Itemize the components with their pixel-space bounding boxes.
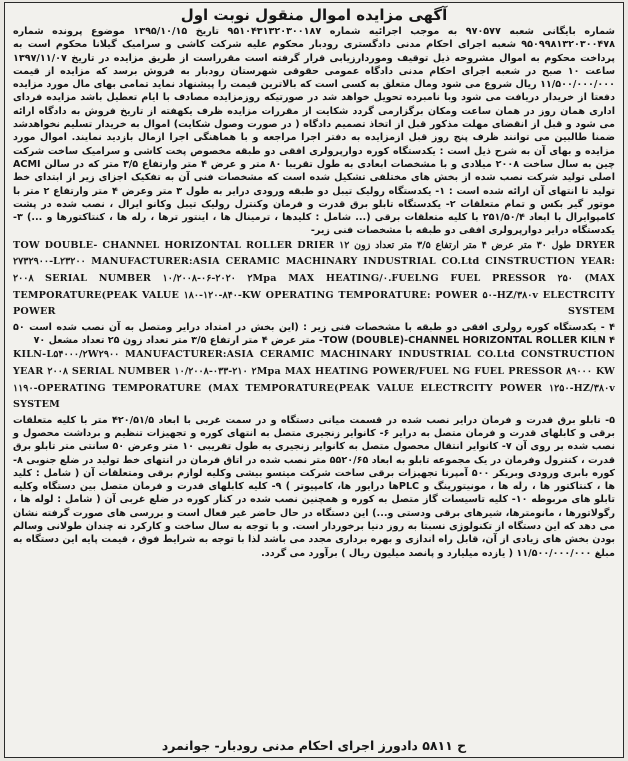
notice-signature: ح ۵۸۱۱ دادورز اجرای احکام مدنی رودبار- جوانمرد [161, 738, 467, 753]
notice-paragraph-items: ۵- تابلو برق قدرت و فرمان درایر نصب شده در قسمت میانی دستگاه و در سمت غربی با ابعاد ۴۲۰/۵۱/۵ متر با کلیه متعلقات برقی و کابلهای قدرت و فرمان متصل به درایر ۶- کانوایر زنجیری متصل به انتهای کوره و تجهیزات تنظیم و برداشت محصول و نصب شده بر روی آن ۷- کانوایر انتقال محصول متصل به کانوایر زنجیری به طول تقریبی ۱۰ متر وعرض ۵۰ سانتی متر تابلو برق قدرت ، کنترول وفرمان در یک مجموعه تابلو به ابعاد ۵۵۲۰/۶۵ متر نصب شده در اتاق فرمان در انتهای خط تولید در ضلع جنوبی ۸- کوره بابری ورودی وبریکر ۵۰۰ آمپرنا تجهیزات برقی ساخت شرکت میتسو بیشی وکلیه لوازم برقی ومتعلقات آن ( شامل : کلید ها ، کنتاکتور ها ، رله ها ، مونیتورینگ و PLCها درایور ها، کامپیوتر ) ۹- کلیه کابلهای قدرت و فرمان متصل بین دستگاه وکلیه تابلو های مربوطه ۱۰- کلیه تاسیسات گاز متصل به کوره و همچنین نصب شده در کنار کوره در ضلع غربی آن ( شامل : لوله ها ، رگولاتورها ، مانومترها، شیرهای برقی ودستی و...) این دستگاه در حال حاضر غیر فعال است و بررسی های صورت گرفته نشان می دهد که این دستگاه از تکنولوژی نسبتا به روز دنیا برخوردار است. و با توجه به سال ساخت و کارکرد نه چندان طولانی وسالم بودن بخش های زیادی از آن، قابل راه اندازی و بهره برداری مجدد می باشد لذا با توجه به شرایط فوق ، قیمت پایه این دستگاه به مبلغ ۱۱/۵۰۰/۰۰۰/۰۰۰ ( یازده میلیارد و پانصد میلیون ریال ) برآورد می گردد. [13, 414, 616, 559]
auction-notice [4, 2, 624, 758]
dryer-specifications [5, 238, 623, 321]
notice-body-items [5, 414, 623, 560]
notice-paragraph-intro: شماره بایگانی شعبه ۹۷۰۵۷۷ به موجب اجرائیه شماره ۹۵۱۰۴۳۱۳۲۰۳۰۰۱۸۷ تاریخ ۱۳۹۵/۱۰/۱۵ موضوع پرونده شماره ۹۵۰۹۹۸۱۳۲۰۳۰۰۴۷۸ شعبه اجرای احکام مدنی دادگستری رودبار محکوم علیه شرکت کاشی و سرامیک گیلانا محکوم است به پرداخت محکوم به اموال مشروحه ذیل توقیف وموردارزیابی قرار گرفته است مقرراست از طریق مزایده در تاریخ ۱۳۹۷/۱۱/۰۷ ساعت ۱۰ صبح در شعبه اجرای احکام مدنی دادگاه عمومی حقوقی شهرستان رودبار به فروش برسد که مزایده از قیمت ۱۱/۵۰۰/۰۰۰/۰۰۰ ریال شروع می شود ومال متعلق به کسی است که بالاترین قیمت را پیشنهاد نماید تمامی بهای مال مورد مزایده دفعتا از خریدار دریافت می شود وبا نامبرده تحویل خواهد شد در صورتیکه روزمزایده مصادف با ایام تعطیل باشد مزایده فردای اداری همان روز در همان ساعت ومکان برگزارمی گردد شکایت از مقررات مزایده ظرف یکهفته از تاریخ فروش به دادگاه ارائه می شود و قبل از انقضای مهلت مذکور قبل از اتخاذ تصمیم دادگاه ( در صورت وصول شکایت) اموال به خریدار تسلیم نخواهدشد ضمنا طالبین می توانند ظرف پنج روز قبل ازمزایده به دفتر اجرا مراجعه و با هماهنگی اجرا ازمال بازدید نمایند. اموال مورد مزایده و بهای آن به شرح ذیل است : یکدستگاه کوره دوارپرولری افقی دو طبقه مخصوص پخت کاشی و سرامیک ساخت شرکت چین به سال ساخت ۲۰۰۸ میلادی و با مشخصات ابعادی به طول تقریبا ۸۰ متر و عرض ۴ متر وارتفاع ۳/۵ متر که در سالن ACMI اصلی تولید شرکت نصب شده از بخش های مختلفی تشکیل شده است که مشخصات فنی آن به تفکیک اجزای زیر از ابتدای خط تولید تا انتهای آن ارائه شده است : ۱- یکدستگاه رولیک تیبل دو طبقه ورودی درایر به طول ۳ متر وعرض ۴ متر وارتفاع ۲ متر با موتور گیر بکس و تمام متعلقات ۲- یکدستگاه تابلو برق قدرت و فرمان وکنترل رولیک تیبل وکانو ایرال ، نصب شده در پشت کامپوایرال با ابعاد ۲۵۱/۵۰/۴ با کلیه متعلقات برقی (... شامل : کلیدها ، ترمینال ها ، اینتور ترها ، رله ها ، کنتاکتورها و ...) ۳- یکدستگاه درایر دوارپرولری افقی دو طبقه با مشخصات فنی زیر- [13, 26, 616, 237]
kiln-specifications [5, 347, 623, 413]
notice-title: آگهی مزایده اموال منقول نوبت اول [180, 6, 448, 24]
notice-body [5, 25, 623, 238]
notice-paragraph-kiln: ۴ - یکدستگاه کوره رولری افقی دو طبقه با مشخصات فنی زیر : (این بخش در امتداد درایر ومتصل به آن نصب شده است ۵۰ TOW (DOUBLE)-CHANNEL HORIZONTAL ROLLER KILN ۴- متر عرض ۴ متر ارتفاع ۳/۵ متر تعداد زون ۲۵ تعداد مشعل ۷۰ [13, 321, 615, 347]
notice-body-kiln [5, 321, 623, 348]
dryer-spec-text: TOW DOUBLE- CHANNEL HORIZONTAL ROLLER DRIER طول ۳۰ متر عرض ۴ متر ارتفاع ۳/۵ متر تعداد زون ۱۲ DRYER ۲۷۳۲۹۰۰-L۲۳۲۰۰ MANUFACTURER:ASIA CERAMIC MACHINARY INDUSTRIAL CO.Ltd CINSTRUCTION YEAR: ۲۰۰۸ SERIAL NUMBER ۱۰/۲۰۰۸-۰۶-۲۰۲۰ ۲Mpa MAX HEATING/۰.FUELNG FUEL PRESSOR ۲۵۰ (MAX TEMPORATURE(PEAK VALUE ۱۸۰-۱۲۰-۸۴۰-KW OPERATING TEMPORATURE: POWER ۵۰-HZ/۳۸۰v ELECTRCITY POWER SYSTEM [13, 239, 615, 318]
kiln-spec-text: KILN-L۵۴۰۰۰/۲W۲۹۰۰ MANUFACTURER:ASIA CERAMIC MACHINARY INDUSTRIAL CO.Ltd CONSTRUCTION YEAR ۲۰۰۸ SERIAL NUMBER ۱۰/۲۰۰۸-۰۳۳-۲۱۰ ۲Mpa MAX HEATING POWER/FUEL NG FUEL PRESSOR ۸۹۰۰۰ KW ۱۱۹۰-OPERATING TEMPORATURE (MAX TEMPORATURE(PEAK VALUE ELECTRCITY POWER ۱۲۵۰-HZ/۳۸۰v SYSTEM [13, 349, 615, 411]
